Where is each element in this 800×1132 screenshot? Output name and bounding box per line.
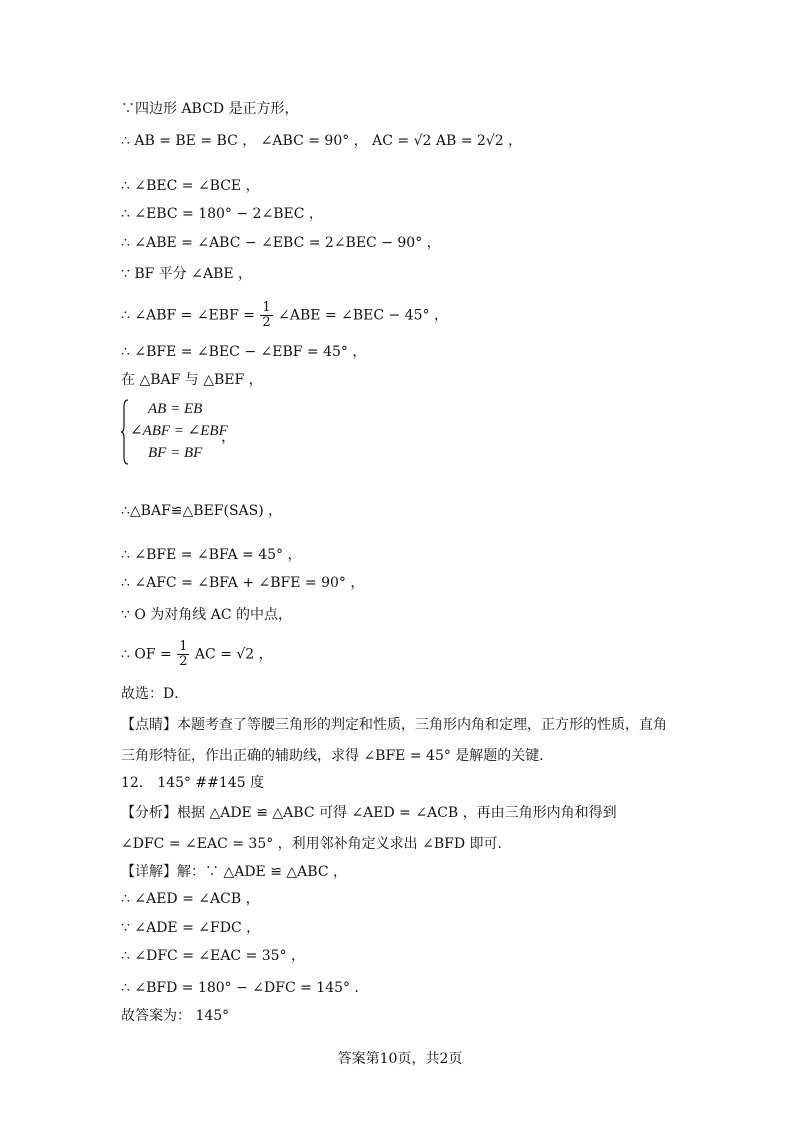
solution-line-fraction [121,301,448,330]
line-part: ∴ OF = [121,646,177,663]
system-comma: ， [221,429,237,445]
solution-line: ∴ ∠AFC = ∠BFA + ∠BFE = 90° ， [121,575,365,591]
system-row: ∠ABF = ∠EBF [130,423,228,439]
final-answer: 故答案为： 145° [121,1008,230,1024]
answer-choice: 故选：D． [121,686,189,702]
congruence-system [121,399,261,465]
line-part: ∴ ∠ABF = ∠EBF = [121,307,260,324]
solution-line: ∴ AB = BE = BC ， ∠ABC = 90° ， AC = √2 AB = 2√2 ， [121,133,523,149]
analysis-line: ∠DFC = ∠EAC = 35° ，利用邻补角定义求出 ∠BFD 即可． [121,836,512,852]
fraction-half [177,640,189,669]
fraction-numerator: 1 [262,300,271,315]
line-part: AC = √2 ， [194,646,273,663]
detail-line: ∴ ∠AED = ∠ACB ， [121,891,260,907]
detail-line: 【详解】解：∵ △ADE ≌ △ABC ， [121,864,347,880]
fraction-half [260,301,272,330]
page-footer: 答案第10页，共2页 [337,1051,463,1067]
detail-line: ∴ ∠BFD = 180° − ∠DFC = 145° ． [121,980,369,996]
solution-line: ∵四边形 ABCD 是正方形， [121,101,299,117]
system-row: BF = BF [148,445,203,461]
system-row: AB = EB [148,401,203,417]
question-number: 12． 145° ##145 度 [121,775,265,791]
detail-line: ∴ ∠DFC = ∠EAC = 35° ， [121,948,306,964]
solution-line: ∵ O 为对角线 AC 的中点， [121,607,293,623]
fraction-denominator: 2 [179,654,188,669]
detail-line: ∵ ∠ADE = ∠FDC ， [121,920,261,936]
solution-line: ∴△BAF≌△BEF(SAS) ， [121,503,283,519]
fraction-denominator: 2 [262,315,271,330]
solution-line: ∵ BF 平分 ∠ABE ， [121,266,253,282]
solution-line: ∴ ∠ABE = ∠ABC − ∠EBC = 2∠BEC − 90° ， [121,235,441,251]
solution-line: ∴ ∠BFE = ∠BEC − ∠EBF = 45° ， [121,344,367,360]
solution-line: ∴ ∠EBC = 180° − 2∠BEC ， [121,206,323,222]
comment-line: 【点睛】本题考查了等腰三角形的判定和性质，三角形内角和定理，正方形的性质，直角 [121,717,667,733]
solution-line: 在 △BAF 与 △BEF ， [121,372,263,388]
solution-line: ∴ ∠BEC = ∠BCE ， [121,178,260,194]
solution-line-fraction [121,640,273,669]
analysis-line: 【分析】根据 △ADE ≌ △ABC 可得 ∠AED = ∠ACB ，再由三角形内角和得到 [121,805,617,821]
solution-line: ∴ ∠BFE = ∠BFA = 45° ， [121,547,302,563]
left-brace-icon [121,399,129,465]
comment-line: 三角形特征，作出正确的辅助线，求得 ∠BFE = 45° 是解题的关键． [121,748,554,764]
fraction-numerator: 1 [179,639,188,654]
line-part: ∠ABE = ∠BEC − 45° ， [278,307,448,324]
